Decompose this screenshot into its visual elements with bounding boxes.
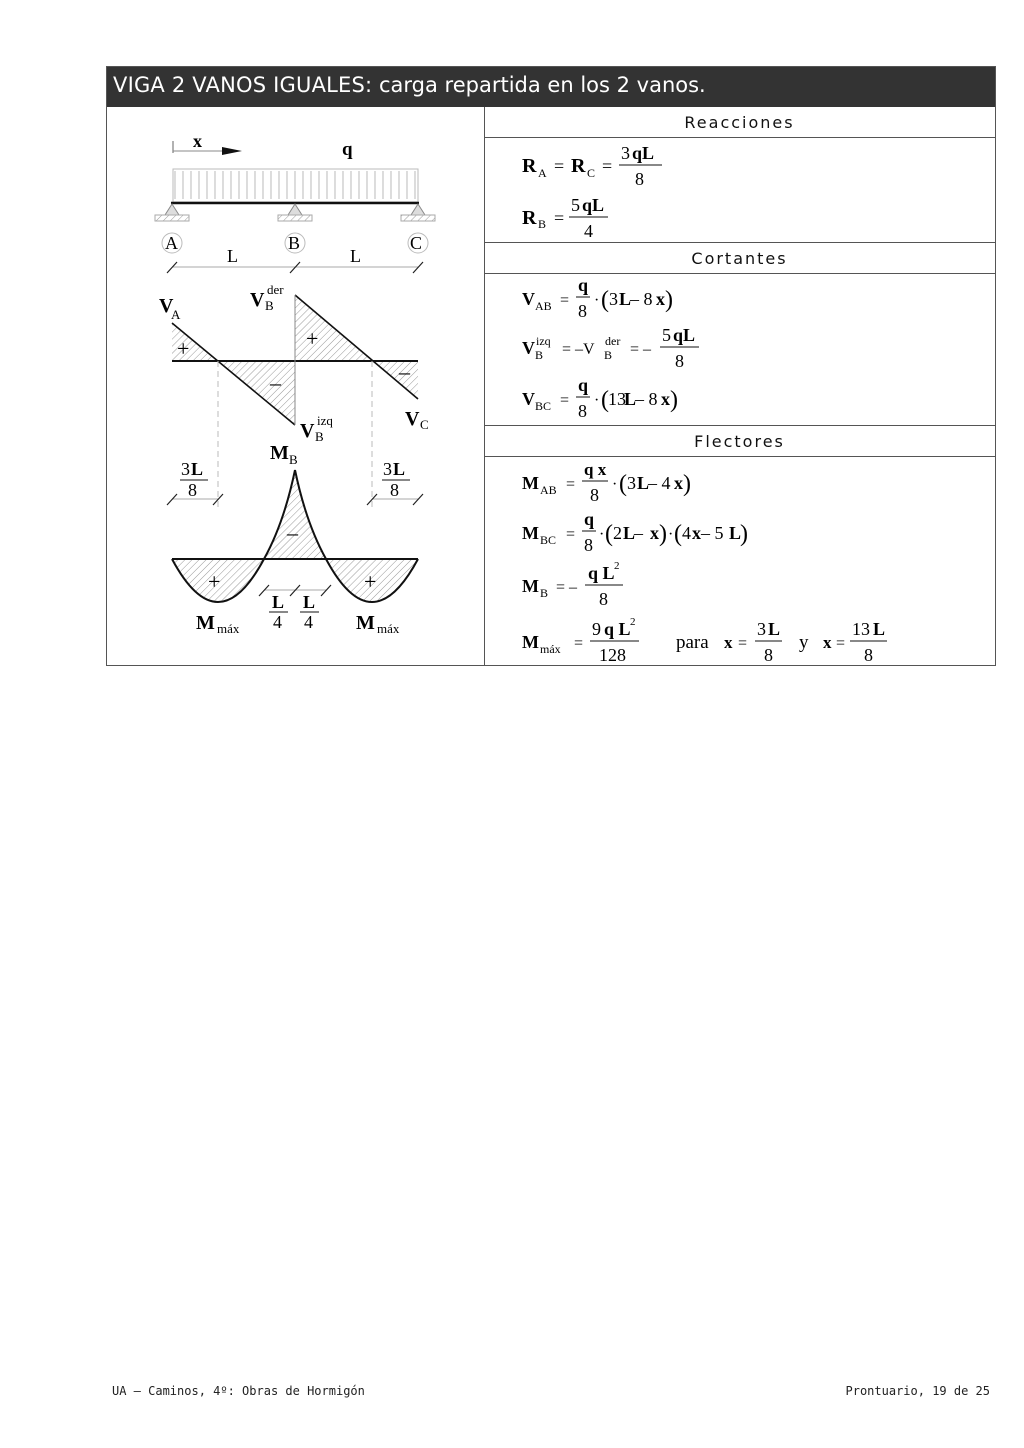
title-main: VIGA 2 VANOS IGUALES:: [113, 73, 373, 97]
quarter-l-right-num: L: [303, 592, 316, 612]
vc-sub: C: [420, 417, 429, 432]
svg-text:x: x: [656, 289, 665, 309]
moment-minus: –: [287, 520, 298, 545]
svg-text:·: ·: [612, 476, 618, 493]
svg-text:8: 8: [584, 535, 593, 555]
support-a-label: A: [165, 233, 178, 253]
svg-text:=: =: [574, 635, 584, 652]
svg-text:4: 4: [682, 523, 691, 543]
support-c-label: C: [410, 233, 423, 253]
svg-text:x: x: [692, 523, 701, 543]
svg-text:M: M: [522, 576, 539, 596]
formula-mbc: [522, 509, 748, 555]
va-label: V: [159, 295, 174, 317]
svg-text:=: =: [560, 392, 570, 409]
svg-text:(: (: [605, 521, 613, 547]
svg-text:L: L: [729, 523, 742, 543]
svg-text:x: x: [661, 389, 670, 409]
svg-text:L: L: [624, 389, 637, 409]
svg-text:B: B: [604, 348, 613, 362]
x-label: x: [193, 131, 202, 151]
load-box: [173, 169, 418, 202]
formula-cell: [484, 107, 995, 665]
shear-minus-bc: –: [399, 359, 410, 384]
title-bar: [107, 67, 995, 107]
section-reacciones: Reacciones: [484, 107, 995, 138]
svg-text:8: 8: [764, 645, 773, 665]
svg-text:=: =: [554, 208, 565, 228]
svg-text:): ): [740, 521, 748, 547]
vb-izq-sub: B: [315, 429, 324, 444]
formula-vbc: [522, 375, 678, 421]
svg-text:B: B: [535, 348, 544, 362]
svg-text:=: =: [554, 156, 565, 176]
svg-text:L: L: [768, 619, 781, 639]
svg-text:3: 3: [627, 473, 636, 493]
svg-text:8: 8: [635, 169, 644, 189]
footer-right: Prontuario, 19 de 25: [845, 1384, 990, 1398]
span-bc-label: L: [350, 246, 361, 266]
svg-text:= –: = –: [556, 579, 578, 596]
svg-text:L: L: [619, 289, 632, 309]
svg-text:L: L: [873, 619, 886, 639]
span-ab-label: L: [227, 246, 238, 266]
svg-text:– 5: – 5: [701, 523, 724, 543]
formula-mab: [522, 460, 691, 505]
shear-plus-ab: +: [177, 336, 190, 361]
vc-label: V: [405, 408, 420, 430]
formula-mmax: [522, 616, 887, 665]
svg-text:y: y: [799, 632, 809, 653]
svg-text:9: 9: [592, 619, 601, 639]
svg-text:128: 128: [599, 645, 626, 665]
support-b-label: B: [288, 233, 301, 253]
shear-diagram: [172, 295, 418, 425]
footer-left: UA – Caminos, 4º: Obras de Hormigón: [112, 1384, 365, 1398]
svg-text:=: =: [566, 476, 576, 493]
svg-text:x: x: [823, 633, 832, 652]
svg-text:2: 2: [630, 616, 636, 628]
formula-vb: [522, 325, 699, 371]
svg-text:2: 2: [614, 560, 620, 572]
svg-text:(: (: [601, 387, 609, 413]
svg-text:= –V: = –V: [562, 341, 595, 358]
moment-plus-bc: +: [364, 569, 377, 594]
svg-text:V: V: [522, 289, 535, 309]
svg-text:3: 3: [609, 289, 618, 309]
mb-label: M: [270, 442, 289, 464]
x-arrow-icon: [222, 147, 242, 155]
svg-text:A: A: [538, 166, 547, 180]
svg-text:(: (: [619, 471, 627, 497]
svg-text:qL: qL: [632, 143, 655, 163]
svg-text:3: 3: [757, 619, 766, 639]
svg-text:qL: qL: [673, 325, 696, 345]
svg-text:=: =: [738, 635, 748, 652]
svg-text:=: =: [836, 635, 846, 652]
svg-text:x: x: [724, 633, 733, 652]
svg-text:– 8: – 8: [630, 289, 653, 309]
mb-sub: B: [289, 452, 298, 467]
svg-text:2: 2: [613, 523, 622, 543]
svg-text:máx: máx: [540, 642, 561, 656]
svg-text:izq: izq: [536, 334, 551, 348]
three-l-right-n: 3: [383, 459, 392, 479]
svg-text:q: q: [578, 375, 589, 395]
three-l-right-den: 8: [390, 480, 399, 500]
section-cortantes: Cortantes: [484, 243, 995, 274]
svg-text:·: ·: [668, 526, 674, 543]
three-l-right-l: L: [393, 459, 406, 479]
prontuario-sheet: [106, 66, 996, 666]
svg-text:M: M: [522, 473, 539, 493]
mmax-left-sub: máx: [217, 621, 240, 636]
svg-text:): ): [670, 387, 678, 413]
support-c: [401, 204, 435, 221]
support-b: [278, 204, 312, 221]
svg-text:R: R: [571, 155, 586, 177]
svg-text:=: =: [566, 526, 576, 543]
svg-text:M: M: [522, 523, 539, 543]
svg-text:5: 5: [571, 195, 580, 215]
section-flectores: Flectores: [484, 426, 995, 457]
svg-text:M: M: [522, 632, 539, 652]
three-l-left-n: 3: [181, 459, 190, 479]
svg-text:BC: BC: [535, 399, 552, 413]
svg-text:·: ·: [594, 392, 600, 409]
svg-text:): ): [665, 287, 673, 313]
svg-text:5: 5: [662, 325, 671, 345]
q-label: q: [342, 139, 353, 160]
beam-diagrams: [107, 107, 484, 665]
svg-text:8: 8: [599, 589, 608, 609]
formula-mb: [522, 560, 623, 609]
title-subtitle: carga repartida en los 2 vanos.: [372, 73, 706, 97]
svg-text:L: L: [637, 473, 650, 493]
svg-text:para: para: [676, 632, 709, 653]
svg-text:R: R: [522, 207, 537, 229]
shear-plus-bc: +: [306, 326, 319, 351]
svg-text:– 8: – 8: [635, 389, 658, 409]
svg-text:q: q: [584, 509, 595, 529]
mmax-right-label: M: [356, 612, 375, 634]
svg-text:BC: BC: [540, 533, 557, 547]
svg-text:AB: AB: [535, 299, 552, 313]
vb-der-sub: B: [265, 298, 274, 313]
svg-text:q x: q x: [584, 460, 607, 479]
vb-izq-label: V: [300, 420, 315, 442]
svg-text:8: 8: [578, 401, 587, 421]
svg-text:–: –: [634, 523, 643, 543]
vb-der-sup: der: [267, 282, 284, 297]
svg-text:x: x: [650, 523, 659, 543]
svg-text:): ): [683, 471, 691, 497]
formula-rb: [522, 195, 608, 241]
quarter-l-left-num: L: [272, 592, 285, 612]
quarter-l-left-den: 4: [273, 612, 282, 632]
svg-text:=: =: [602, 156, 613, 176]
mmax-left-label: M: [196, 612, 215, 634]
svg-text:– 4: – 4: [648, 473, 671, 493]
vb-der-label: V: [250, 289, 265, 311]
svg-text:(: (: [674, 521, 682, 547]
svg-text:·: ·: [599, 526, 605, 543]
quarter-l-right-den: 4: [304, 612, 313, 632]
shear-minus-ab: –: [270, 370, 281, 395]
svg-text:=: =: [560, 292, 570, 309]
svg-text:q L: q L: [588, 563, 615, 583]
load-arrows: [175, 171, 415, 199]
svg-text:B: B: [540, 586, 549, 600]
formula-ra-rc: [522, 143, 662, 189]
svg-text:13: 13: [608, 389, 626, 409]
moment-plus-ab: +: [208, 569, 221, 594]
svg-text:L: L: [623, 523, 636, 543]
svg-text:C: C: [587, 166, 596, 180]
svg-text:13: 13: [852, 619, 870, 639]
svg-text:8: 8: [578, 301, 587, 321]
svg-text:q L: q L: [604, 619, 631, 639]
svg-text:3: 3: [621, 143, 630, 163]
formula-vab: [522, 275, 673, 321]
svg-text:8: 8: [864, 645, 873, 665]
three-l-left-den: 8: [188, 480, 197, 500]
svg-text:x: x: [674, 473, 683, 493]
svg-text:R: R: [522, 155, 537, 177]
svg-text:qL: qL: [582, 195, 605, 215]
va-sub: A: [171, 307, 181, 322]
diagram-cell: [107, 107, 485, 665]
svg-text:V: V: [522, 389, 535, 409]
svg-text:q: q: [578, 275, 589, 295]
mmax-right-sub: máx: [377, 621, 400, 636]
three-l-left-l: L: [191, 459, 204, 479]
svg-text:(: (: [601, 287, 609, 313]
svg-text:8: 8: [590, 485, 599, 505]
svg-text:= –: = –: [630, 341, 652, 358]
support-a: [155, 204, 189, 221]
vb-izq-sup: izq: [317, 413, 333, 428]
svg-text:4: 4: [584, 221, 593, 241]
formulas: [484, 107, 995, 665]
svg-text:der: der: [605, 334, 621, 348]
svg-text:8: 8: [675, 351, 684, 371]
svg-text:): ): [659, 521, 667, 547]
svg-text:V: V: [522, 338, 535, 358]
svg-text:·: ·: [594, 292, 600, 309]
svg-text:AB: AB: [540, 483, 557, 497]
svg-text:B: B: [538, 217, 547, 231]
